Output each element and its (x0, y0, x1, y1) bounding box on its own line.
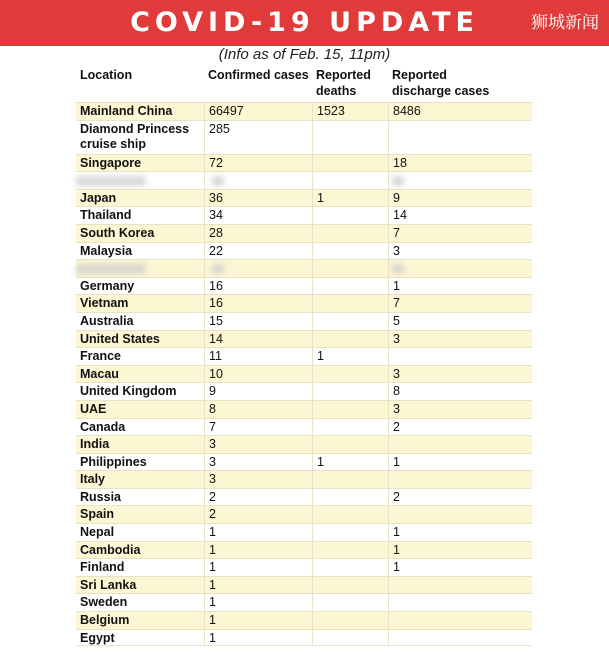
cases-table (76, 102, 532, 646)
cell-location: Philippines (80, 454, 147, 469)
cell-location: UAE (80, 401, 107, 416)
cell-deaths (312, 243, 388, 260)
cell-discharged: 18 (388, 155, 532, 172)
cell-discharged: 1 (388, 454, 532, 471)
cell-confirmed: 36 (204, 190, 312, 207)
cell-deaths (312, 577, 388, 594)
table-row (76, 558, 532, 576)
cell-confirmed: 66497 (204, 103, 312, 120)
cell-deaths (312, 419, 388, 436)
table-row (76, 470, 532, 488)
cell-deaths: 1523 (312, 103, 388, 120)
cell-deaths (312, 506, 388, 523)
table-row (76, 488, 532, 506)
table-row (76, 576, 532, 594)
cell-location: France (80, 349, 121, 364)
cell-discharged: 5 (388, 313, 532, 330)
cell-location: Macau (80, 366, 119, 381)
cell-confirmed: 14 (204, 331, 312, 348)
cell-location: Sweden (80, 595, 128, 610)
cell-discharged: 3 (388, 366, 532, 383)
column-header-discharged: Reported discharge cases (392, 68, 490, 98)
cell-location: Japan (80, 190, 117, 205)
brand-logo-text: 狮城新闻 (531, 13, 599, 33)
cell-discharged: 2 (388, 419, 532, 436)
redaction-blur (212, 264, 224, 274)
table-row (76, 277, 532, 295)
cell-discharged: 8 (388, 383, 532, 400)
column-header-location: Location (80, 68, 133, 82)
cell-discharged (388, 172, 532, 189)
cell-confirmed: 3 (204, 436, 312, 453)
cell-discharged: 3 (388, 401, 532, 418)
cell-location: United States (80, 331, 160, 346)
info-timestamp: (Info as of Feb. 15, 11pm) (218, 46, 391, 63)
cell-location: Diamond Princess cruise ship (80, 121, 190, 151)
cell-confirmed: 15 (204, 313, 312, 330)
table-row (76, 294, 532, 312)
cell-deaths (312, 559, 388, 576)
table-row (76, 189, 532, 207)
cell-location: Russia (80, 489, 121, 504)
cell-location: Cambodia (80, 542, 141, 557)
cell-confirmed: 1 (204, 559, 312, 576)
cell-deaths (312, 489, 388, 506)
cell-deaths (312, 612, 388, 629)
cell-discharged: 1 (388, 559, 532, 576)
cell-confirmed: 8 (204, 401, 312, 418)
cell-discharged: 14 (388, 207, 532, 224)
cell-discharged: 7 (388, 295, 532, 312)
redaction-blur (76, 176, 146, 186)
column-header-deaths: Reported deaths (316, 68, 371, 98)
cell-location: Singapore (80, 155, 142, 170)
redaction-blur (392, 264, 404, 274)
cell-confirmed: 1 (204, 524, 312, 541)
cell-deaths (312, 207, 388, 224)
cell-discharged (388, 348, 532, 365)
cell-location: India (80, 437, 110, 452)
cell-deaths (312, 524, 388, 541)
cell-location: Nepal (80, 525, 115, 540)
cell-deaths: 1 (312, 190, 388, 207)
cell-deaths (312, 278, 388, 295)
redaction-blur (392, 176, 404, 186)
cell-deaths (312, 630, 388, 646)
cell-location: Finland (80, 560, 125, 575)
redaction-blur (212, 176, 224, 186)
table-row (76, 400, 532, 418)
cell-location: Italy (80, 472, 106, 487)
table-row (76, 102, 532, 120)
cell-confirmed: 2 (204, 506, 312, 523)
cell-location: Egypt (80, 630, 115, 645)
cell-confirmed: 28 (204, 225, 312, 242)
table-row (76, 120, 532, 154)
cell-deaths (312, 172, 388, 189)
cell-deaths: 1 (312, 348, 388, 365)
cell-location: Australia (80, 313, 134, 328)
cell-location: Germany (80, 278, 135, 293)
cell-confirmed: 10 (204, 366, 312, 383)
cell-deaths (312, 260, 388, 277)
page-title: COVID-19 UPDATE (130, 7, 479, 38)
cell-confirmed: 34 (204, 207, 312, 224)
cell-deaths (312, 594, 388, 611)
cell-confirmed: 285 (204, 121, 312, 154)
cell-location: Sri Lanka (80, 577, 137, 592)
cell-confirmed: 16 (204, 295, 312, 312)
table-row (76, 347, 532, 365)
cell-location: Mainland China (80, 104, 173, 118)
cell-deaths: 1 (312, 454, 388, 471)
table-row (76, 453, 532, 471)
cell-location: Vietnam (80, 296, 129, 311)
table-row (76, 154, 532, 172)
cell-discharged: 3 (388, 243, 532, 260)
cell-discharged (388, 471, 532, 488)
cell-confirmed: 3 (204, 471, 312, 488)
cell-deaths (312, 225, 388, 242)
table-row (76, 365, 532, 383)
cell-discharged (388, 612, 532, 629)
table-row (76, 242, 532, 260)
table-row (76, 593, 532, 611)
cell-confirmed: 11 (204, 348, 312, 365)
cell-deaths (312, 155, 388, 172)
cell-deaths (312, 331, 388, 348)
cell-confirmed: 1 (204, 542, 312, 559)
cell-discharged (388, 506, 532, 523)
cell-confirmed: 1 (204, 612, 312, 629)
cell-location: Thailand (80, 208, 132, 223)
cell-deaths (312, 295, 388, 312)
cell-confirmed: 1 (204, 630, 312, 646)
cell-location: Canada (80, 419, 126, 434)
table-row (76, 382, 532, 400)
cell-deaths (312, 366, 388, 383)
cell-discharged: 8486 (388, 103, 532, 120)
cell-confirmed: 9 (204, 383, 312, 400)
table-row (76, 435, 532, 453)
table-row (76, 541, 532, 559)
table-row (76, 611, 532, 629)
cell-confirmed: 1 (204, 594, 312, 611)
cell-discharged (388, 594, 532, 611)
cell-discharged: 1 (388, 524, 532, 541)
cell-deaths (312, 401, 388, 418)
table-row (76, 224, 532, 242)
cell-confirmed: 1 (204, 577, 312, 594)
table-row-redacted (76, 259, 532, 277)
cell-discharged: 3 (388, 331, 532, 348)
cell-discharged (388, 630, 532, 646)
cell-discharged: 1 (388, 278, 532, 295)
cell-discharged: 2 (388, 489, 532, 506)
cell-deaths (312, 383, 388, 400)
cell-deaths (312, 436, 388, 453)
cell-location: Belgium (80, 613, 130, 628)
cell-deaths (312, 313, 388, 330)
table-row-redacted (76, 171, 532, 189)
cell-deaths (312, 542, 388, 559)
cell-discharged: 9 (388, 190, 532, 207)
table-row (76, 523, 532, 541)
cell-deaths (312, 121, 388, 154)
cell-discharged: 7 (388, 225, 532, 242)
cell-confirmed: 22 (204, 243, 312, 260)
cell-confirmed: 2 (204, 489, 312, 506)
cell-deaths (312, 471, 388, 488)
cell-discharged (388, 436, 532, 453)
cell-location: United Kingdom (80, 384, 177, 399)
cell-location: Spain (80, 507, 115, 522)
table-row (76, 629, 532, 647)
cell-confirmed: 72 (204, 155, 312, 172)
table-row (76, 505, 532, 523)
table-row (76, 312, 532, 330)
table-row (76, 206, 532, 224)
cell-discharged: 1 (388, 542, 532, 559)
cell-discharged (388, 260, 532, 277)
cell-location: South Korea (80, 225, 155, 240)
cell-discharged (388, 577, 532, 594)
cell-confirmed: 3 (204, 454, 312, 471)
column-header-confirmed: Confirmed cases (208, 68, 309, 82)
cell-confirmed: 7 (204, 419, 312, 436)
redaction-blur (76, 264, 146, 274)
table-row (76, 330, 532, 348)
cell-confirmed: 16 (204, 278, 312, 295)
table-row (76, 418, 532, 436)
cell-discharged (388, 121, 532, 154)
cell-location: Malaysia (80, 243, 133, 258)
